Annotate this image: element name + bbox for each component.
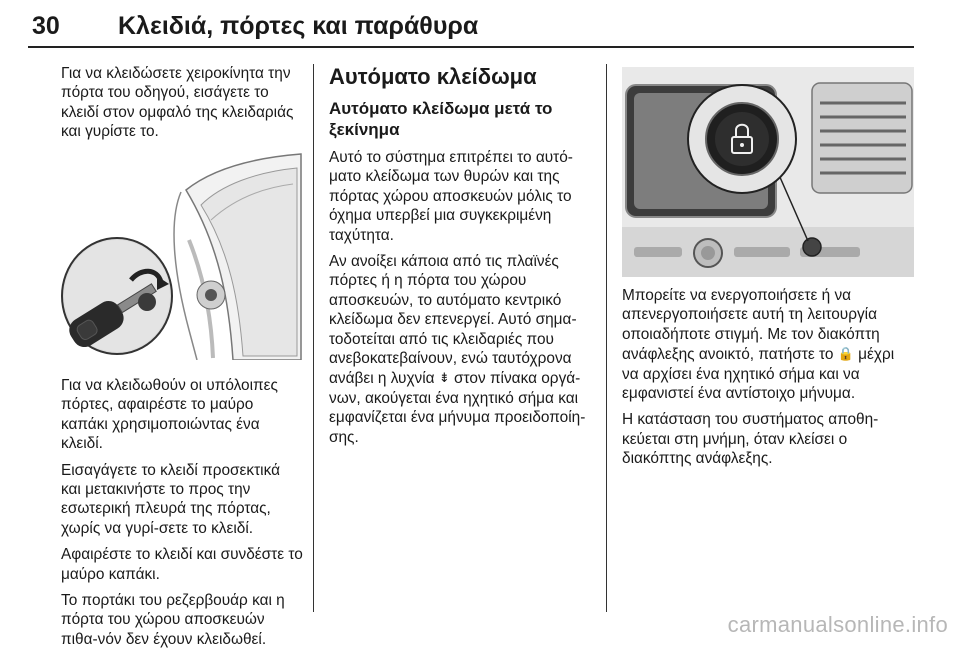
column-1-lower	[61, 376, 303, 656]
paragraph-fuel-door: Το πορτάκι του ρεζερβουάρ και η πόρτα του χώρου αποσκευών πιθα-νόν δεν έχουν κλειδωθεί.	[61, 592, 285, 648]
warning-text-1: Αν ανοίξει κάποια από τις πλαϊνές πόρτες ή η πόρτα του χώρου αποσκευών, το αυτόματο κεντρικό κλείδωμα δεν επενεργεί. Αυτό σημα-τοδοτείται από τις κλειδαριές που ανεβοκατεβαίνουν, ενώ ταυτόχρονα ανάβει η λυχνία	[329, 253, 577, 388]
column-3	[622, 286, 914, 476]
paragraph-auto-lock-description: Αυτό το σύστημα επιτρέπει το αυτό-ματο κλείδωμα των θυρών και της πόρτας χώρου αποσκευών μόλις το όχημα υπερβεί μια συγκεκριμένη ταχύτητα.	[329, 149, 573, 244]
paragraph-manual-lock: Για να κλειδώσετε χειροκίνητα την πόρτα του οδηγού, εισάγετε το κλειδί στον ομφαλό της κλειδαριάς και γυρίστε το.	[61, 65, 294, 141]
paragraph-other-doors: Για να κλειδωθούν οι υπόλοιπες πόρτες, αφαιρέστε το μαύρο καπάκι χρησιμοποιώντας ένα κλειδί.	[61, 377, 278, 453]
column-1	[61, 64, 303, 149]
column-2	[329, 64, 595, 454]
column-divider-2	[606, 64, 607, 612]
paragraph-door-open-warning	[329, 252, 595, 447]
paragraph-state-memory: Η κατάσταση του συστήματος αποθη-κεύεται στη μνήμη, όταν κλείσει ο διακόπτης ανάφλεξης.	[622, 411, 879, 468]
header-divider	[28, 46, 914, 48]
warning-text-2: στον πίνακα οργά-νων, ακούγεται ένα ηχητικό σήμα και εμφανίζεται ένα μήνυμα προειδοποίη-σης.	[329, 370, 586, 446]
column-divider-1	[313, 64, 314, 612]
toggle-text-1: Μπορείτε να ενεργοποιήσετε ή να απενεργοποιήσετε αυτή τη λειτουργία οποιαδήποτε στιγμή. Με τον διακόπτη ανάφλεξης ανοικτό, πατήστε το	[622, 287, 880, 364]
section-heading: Αυτόματο κλείδωμα	[329, 64, 537, 89]
page-number: 30	[32, 12, 60, 40]
chapter-title: Κλειδιά, πόρτες και παράθυρα	[118, 12, 479, 40]
section-subheading: Αυτόματο κλείδωμα μετά το ξεκίνημα	[329, 99, 553, 139]
central-lock-button-illustration	[622, 67, 914, 277]
door-key-illustration	[61, 150, 303, 360]
lock-button-icon: 🔒	[837, 346, 854, 362]
page-header	[28, 4, 932, 46]
paragraph-toggle-function	[622, 286, 914, 403]
watermark: carmanualsonline.info	[727, 612, 948, 637]
toggle-text-2: μέχρι να αρχίσει ένα ηχητικό σήμα και να εμφανιστεί ένα αντίστοιχο μήνυμα.	[622, 346, 895, 403]
paragraph-remove-key: Αφαιρέστε το κλειδί και συνδέστε το μαύρο καπάκι.	[61, 546, 303, 583]
door-open-warning-icon: ⇟	[438, 370, 450, 386]
paragraph-insert-key: Εισαγάγετε το κλειδί προσεκτικά και μετακινήστε το προς την εσωτερική πλευρά της πόρτας, χωρίς να γυρί-σετε το κλειδί.	[61, 461, 280, 537]
